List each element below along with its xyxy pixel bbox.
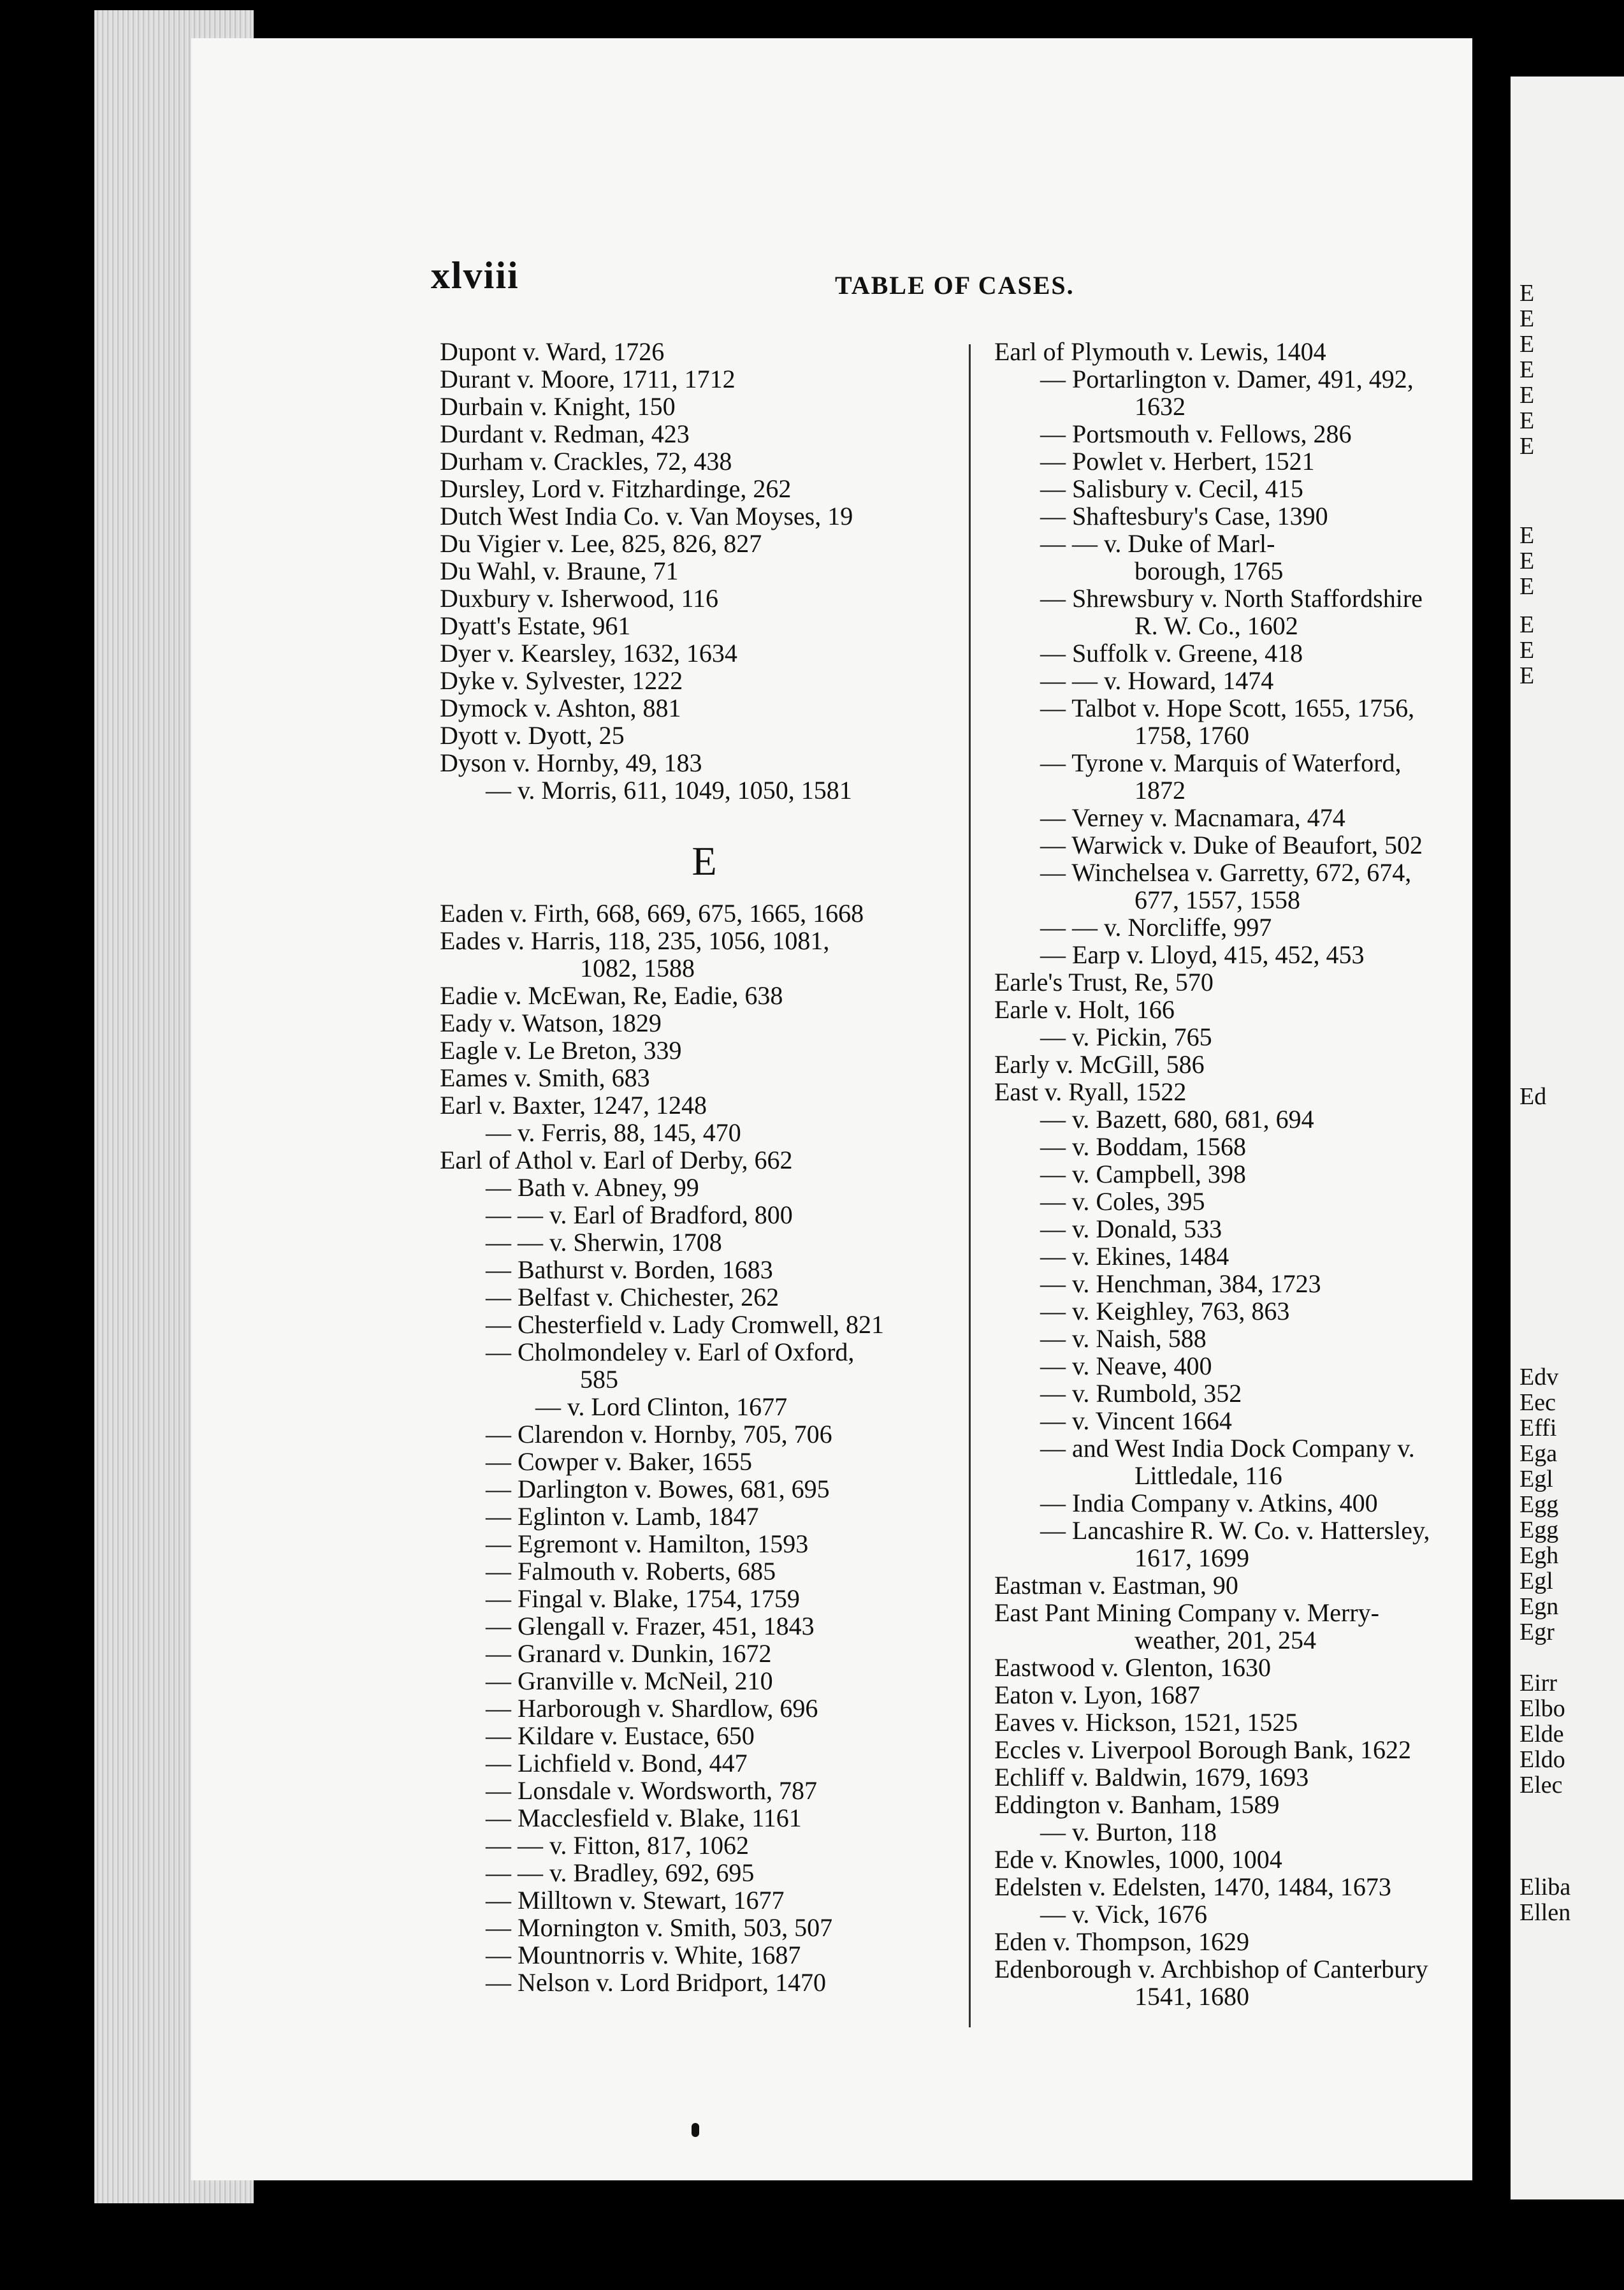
case-entry: — Falmouth v. Roberts, 685	[486, 1557, 776, 1586]
case-entry: — v. Ekines, 1484	[1040, 1242, 1229, 1271]
facing-page-text-fragment: Eldo	[1519, 1746, 1565, 1773]
case-entry-continuation: borough, 1765	[1135, 557, 1284, 585]
case-entry: — Darlington v. Bowes, 681, 695	[486, 1475, 830, 1503]
facing-page-fragment	[1511, 77, 1624, 2199]
facing-page-text-fragment: E	[1519, 382, 1535, 409]
case-entry: Dymock v. Ashton, 881	[440, 694, 681, 722]
case-entry: Eccles v. Liverpool Borough Bank, 1622	[994, 1735, 1411, 1764]
case-entry: Dutch West India Co. v. Van Moyses, 19	[440, 502, 853, 530]
case-entry: — Granard v. Dunkin, 1672	[486, 1639, 772, 1668]
case-entry: — v. Naish, 588	[1040, 1324, 1207, 1353]
case-entry: — v. Coles, 395	[1040, 1187, 1205, 1216]
case-entry: Eagle v. Le Breton, 339	[440, 1036, 682, 1065]
column-divider	[969, 344, 971, 2027]
case-entry: Eastwood v. Glenton, 1630	[994, 1653, 1272, 1682]
case-entry: — v. Burton, 118	[1040, 1818, 1217, 1846]
facing-page-text-fragment: E	[1519, 637, 1535, 664]
case-entry: Dupont v. Ward, 1726	[440, 337, 665, 366]
case-entry: Edenborough v. Archbishop of Canterbury	[994, 1955, 1428, 1983]
case-entry: — v. Vincent 1664	[1040, 1406, 1232, 1435]
case-entry: — — v. Bradley, 692, 695	[486, 1858, 755, 1887]
case-entry: — Milltown v. Stewart, 1677	[486, 1886, 785, 1914]
case-entry: — Warwick v. Duke of Beaufort, 502	[1040, 831, 1423, 859]
case-entry: Early v. McGill, 586	[994, 1050, 1205, 1079]
facing-page-text-fragment: E	[1519, 573, 1535, 600]
case-entry: Earl of Athol v. Earl of Derby, 662	[440, 1146, 793, 1174]
case-entry: — Cowper v. Baker, 1655	[486, 1447, 752, 1476]
case-entry: Earle v. Holt, 166	[994, 995, 1175, 1024]
case-entry-continuation: 1632	[1135, 392, 1185, 421]
case-entry: — — v. Norcliffe, 997	[1040, 913, 1272, 942]
case-entry: Ede v. Knowles, 1000, 1004	[994, 1845, 1282, 1874]
facing-page-text-fragment: Effi	[1519, 1415, 1557, 1441]
case-entry: — Lancashire R. W. Co. v. Hattersley,	[1040, 1516, 1430, 1545]
case-entry: — Portsmouth v. Fellows, 286	[1040, 419, 1352, 448]
facing-page-text-fragment: Eliba	[1519, 1874, 1571, 1900]
case-entry: — Cholmondeley v. Earl of Oxford,	[486, 1338, 855, 1366]
facing-page-text-fragment: E	[1519, 407, 1535, 434]
case-entry: — India Company v. Atkins, 400	[1040, 1489, 1378, 1517]
facing-page-text-fragment: E	[1519, 662, 1535, 689]
facing-page-text-fragment: E	[1519, 522, 1535, 549]
case-entry: — Nelson v. Lord Bridport, 1470	[486, 1968, 827, 1997]
case-entry: — v. Rumbold, 352	[1040, 1379, 1242, 1408]
case-entry: — v. Bazett, 680, 681, 694	[1040, 1105, 1314, 1134]
case-entry: Durbain v. Knight, 150	[440, 392, 676, 421]
facing-page-text-fragment: Ellen	[1519, 1899, 1571, 1926]
facing-page-text-fragment: Elec	[1519, 1772, 1563, 1798]
facing-page-text-fragment: Eec	[1519, 1389, 1556, 1416]
case-entry: Eaton v. Lyon, 1687	[994, 1681, 1200, 1709]
case-entry: — Tyrone v. Marquis of Waterford,	[1040, 748, 1402, 777]
case-entry: Dursley, Lord v. Fitzhardinge, 262	[440, 474, 792, 503]
case-entry: — Bath v. Abney, 99	[486, 1173, 699, 1202]
case-entry-continuation: 1872	[1135, 776, 1185, 805]
facing-page-text-fragment: Egn	[1519, 1593, 1559, 1620]
case-entry: — Clarendon v. Hornby, 705, 706	[486, 1420, 832, 1448]
facing-page-text-fragment: Egg	[1519, 1517, 1559, 1543]
case-entry: Eaves v. Hickson, 1521, 1525	[994, 1708, 1298, 1737]
case-entry-continuation: 1541, 1680	[1135, 1982, 1249, 2011]
case-entry: Dyott v. Dyott, 25	[440, 721, 625, 750]
case-entry: Dyatt's Estate, 961	[440, 611, 631, 640]
case-entry: Eades v. Harris, 118, 235, 1056, 1081,	[440, 926, 830, 955]
case-entry-continuation: 677, 1557, 1558	[1135, 886, 1300, 914]
case-entry: — Fingal v. Blake, 1754, 1759	[486, 1584, 800, 1613]
facing-page-text-fragment: Egl	[1519, 1568, 1553, 1594]
case-entry: Edelsten v. Edelsten, 1470, 1484, 1673	[994, 1872, 1391, 1901]
case-entry: Eady v. Watson, 1829	[440, 1009, 662, 1037]
case-entry: — Portarlington v. Damer, 491, 492,	[1040, 365, 1414, 393]
facing-page-text-fragment: E	[1519, 331, 1535, 358]
case-entry: Eddington v. Banham, 1589	[994, 1790, 1280, 1819]
case-entry: — v. Boddam, 1568	[1040, 1132, 1246, 1161]
case-entry-continuation: 1617, 1699	[1135, 1543, 1249, 1572]
case-entry: — Shrewsbury v. North Staffordshire	[1040, 584, 1423, 613]
case-entry: Dyke v. Sylvester, 1222	[440, 666, 683, 695]
case-entry-continuation: weather, 201, 254	[1135, 1626, 1316, 1654]
facing-page-text-fragment: E	[1519, 356, 1535, 383]
case-entry: — — v. Fitton, 817, 1062	[486, 1831, 749, 1860]
case-entry: — Suffolk v. Greene, 418	[1040, 639, 1303, 667]
case-entry: Dyson v. Hornby, 49, 183	[440, 748, 702, 777]
facing-page-text-fragment: Egg	[1519, 1491, 1559, 1518]
case-entry: Echliff v. Baldwin, 1679, 1693	[994, 1763, 1309, 1791]
case-entry: — Winchelsea v. Garretty, 672, 674,	[1040, 858, 1412, 887]
case-entry: — Powlet v. Herbert, 1521	[1040, 447, 1315, 476]
case-entry: Earle's Trust, Re, 570	[994, 968, 1214, 996]
case-entry: — Bathurst v. Borden, 1683	[486, 1255, 773, 1284]
page-number: xlviii	[431, 254, 519, 296]
page-mark	[692, 2123, 699, 2137]
case-entry: Durant v. Moore, 1711, 1712	[440, 365, 736, 393]
case-entry: — and West India Dock Company v.	[1040, 1434, 1415, 1462]
facing-page-text-fragment: E	[1519, 305, 1535, 332]
case-entry-continuation: 585	[580, 1365, 618, 1394]
section-heading: E	[692, 838, 717, 884]
running-title: TABLE OF CASES.	[835, 271, 1075, 300]
case-entry: — Lichfield v. Bond, 447	[486, 1749, 748, 1777]
case-entry: — v. Campbell, 398	[1040, 1160, 1246, 1188]
facing-page-text-fragment: Egr	[1519, 1619, 1555, 1645]
case-entry: East Pant Mining Company v. Merry-	[994, 1598, 1380, 1627]
case-entry: — Shaftesbury's Case, 1390	[1040, 502, 1328, 530]
facing-page-text-fragment: E	[1519, 433, 1535, 460]
case-entry: Earl of Plymouth v. Lewis, 1404	[994, 337, 1326, 366]
case-entry: — Granville v. McNeil, 210	[486, 1666, 773, 1695]
case-entry: Eadie v. McEwan, Re, Eadie, 638	[440, 981, 783, 1010]
case-entry: — v. Keighley, 763, 863	[1040, 1297, 1290, 1325]
case-entry: — Chesterfield v. Lady Cromwell, 821	[486, 1310, 885, 1339]
case-entry: Durham v. Crackles, 72, 438	[440, 447, 732, 476]
case-entry-continuation: 1082, 1588	[580, 954, 695, 982]
case-entry: — v. Pickin, 765	[1040, 1023, 1212, 1051]
facing-page-text-fragment: Edv	[1519, 1364, 1559, 1390]
case-entry: — v. Donald, 533	[1040, 1214, 1222, 1243]
case-entry: — v. Lord Clinton, 1677	[535, 1392, 788, 1421]
case-entry: — Harborough v. Shardlow, 696	[486, 1694, 818, 1723]
case-entry: Earl v. Baxter, 1247, 1248	[440, 1091, 707, 1119]
case-entry: — Salisbury v. Cecil, 415	[1040, 474, 1303, 503]
facing-page-text-fragment: Egl	[1519, 1466, 1553, 1492]
case-entry: — — v. Howard, 1474	[1040, 666, 1274, 695]
case-entry: — Egremont v. Hamilton, 1593	[486, 1529, 809, 1558]
case-entry: — Mountnorris v. White, 1687	[486, 1941, 801, 1969]
facing-page-text-fragment: Ed	[1519, 1083, 1547, 1110]
facing-page-text-fragment: Elbo	[1519, 1695, 1565, 1722]
facing-page-text-fragment: Egh	[1519, 1542, 1559, 1569]
case-entry: Eames v. Smith, 683	[440, 1063, 650, 1092]
case-entry: Durdant v. Redman, 423	[440, 419, 690, 448]
case-entry: — Belfast v. Chichester, 262	[486, 1283, 779, 1311]
case-entry: — — v. Sherwin, 1708	[486, 1228, 722, 1257]
facing-page-text-fragment: Ega	[1519, 1440, 1558, 1467]
case-entry: Duxbury v. Isherwood, 116	[440, 584, 718, 613]
case-entry: Eaden v. Firth, 668, 669, 675, 1665, 1668	[440, 899, 864, 928]
facing-page-text-fragment: E	[1519, 548, 1535, 574]
case-entry: Du Vigier v. Lee, 825, 826, 827	[440, 529, 762, 558]
case-entry: — v. Vick, 1676	[1040, 1900, 1208, 1929]
facing-page-text-fragment: Elde	[1519, 1721, 1564, 1747]
case-entry: — Verney v. Macnamara, 474	[1040, 803, 1345, 832]
case-entry: — Earp v. Lloyd, 415, 452, 453	[1040, 940, 1365, 969]
case-entry: East v. Ryall, 1522	[994, 1077, 1187, 1106]
right-column	[994, 338, 1498, 2010]
facing-page-text-fragment: E	[1519, 280, 1535, 307]
case-entry-continuation: 1758, 1760	[1135, 721, 1249, 750]
case-entry: Eden v. Thompson, 1629	[994, 1927, 1249, 1956]
facing-page-text-fragment: E	[1519, 611, 1535, 638]
case-entry: — v. Morris, 611, 1049, 1050, 1581	[486, 776, 852, 805]
case-entry: Du Wahl, v. Braune, 71	[440, 557, 679, 585]
case-entry: — Kildare v. Eustace, 650	[486, 1721, 755, 1750]
case-entry: — Glengall v. Frazer, 451, 1843	[486, 1612, 815, 1640]
case-entry: — v. Ferris, 88, 145, 470	[486, 1118, 741, 1147]
case-entry: — Lonsdale v. Wordsworth, 787	[486, 1776, 818, 1805]
case-entry-continuation: R. W. Co., 1602	[1135, 611, 1298, 640]
case-entry: — — v. Duke of Marl-	[1040, 529, 1275, 558]
case-entry: Eastman v. Eastman, 90	[994, 1571, 1238, 1600]
case-entry: — — v. Earl of Bradford, 800	[486, 1200, 793, 1229]
case-entry: — v. Neave, 400	[1040, 1352, 1212, 1380]
case-entry: — Macclesfield v. Blake, 1161	[486, 1804, 802, 1832]
case-entry: — Talbot v. Hope Scott, 1655, 1756,	[1040, 694, 1415, 722]
case-entry: Dyer v. Kearsley, 1632, 1634	[440, 639, 737, 667]
facing-page-text-fragment: Eirr	[1519, 1670, 1558, 1696]
case-entry-continuation: Littledale, 116	[1135, 1461, 1282, 1490]
left-column	[440, 338, 969, 1996]
case-entry: — Mornington v. Smith, 503, 507	[486, 1913, 833, 1942]
case-entry: — Eglinton v. Lamb, 1847	[486, 1502, 759, 1531]
case-entry: — v. Henchman, 384, 1723	[1040, 1269, 1321, 1298]
